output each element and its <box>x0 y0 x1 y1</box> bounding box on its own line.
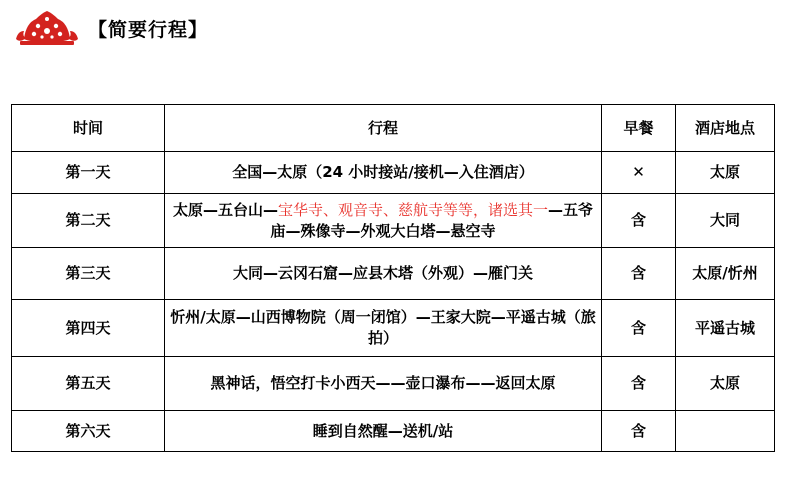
hotel-cell: 太原 <box>676 152 775 194</box>
itinerary-cell: 黑神话，悟空打卡小西天——壶口瀑布——返回太原 <box>165 357 602 411</box>
table-row <box>12 357 775 411</box>
day-cell: 第六天 <box>12 411 165 452</box>
day-cell: 第五天 <box>12 357 165 411</box>
day-cell: 第二天 <box>12 194 165 248</box>
itinerary-cell: 睡到自然醒—送机/站 <box>165 411 602 452</box>
breakfast-cell: 含 <box>602 357 676 411</box>
header-itinerary: 行程 <box>165 105 602 152</box>
hotel-cell: 太原 <box>676 357 775 411</box>
page-header <box>14 8 208 48</box>
table-row <box>12 300 775 357</box>
itinerary-text: —五爷庙—殊像寺—外观大白塔—悬空寺 <box>270 200 594 240</box>
header-hotel: 酒店地点 <box>676 105 775 152</box>
day-cell: 第三天 <box>12 248 165 300</box>
itinerary-cell: 大同—云冈石窟—应县木塔（外观）—雁门关 <box>165 248 602 300</box>
table-row <box>12 152 775 194</box>
table-row <box>12 194 775 248</box>
table-row <box>12 248 775 300</box>
hotel-cell <box>676 411 775 452</box>
breakfast-cell: 含 <box>602 411 676 452</box>
itinerary-cell: 忻州/太原—山西博物院（周一闭馆）—王家大院—平遥古城（旅拍） <box>165 300 602 357</box>
breakfast-cell: 含 <box>602 300 676 357</box>
itinerary-text: 太原—五台山— <box>172 200 278 219</box>
itinerary-cell: 全国—太原（24 小时接站/接机—入住酒店） <box>165 152 602 194</box>
decorative-ornament-icon <box>14 9 80 47</box>
header-time: 时间 <box>12 105 165 152</box>
page-title: 【简要行程】 <box>88 18 209 41</box>
table-header-row <box>12 105 775 152</box>
itinerary-cell <box>165 194 602 248</box>
day-cell: 第一天 <box>12 152 165 194</box>
hotel-cell: 太原/忻州 <box>676 248 775 300</box>
breakfast-cell: 含 <box>602 248 676 300</box>
breakfast-cell: 含 <box>602 194 676 248</box>
table-row <box>12 411 775 452</box>
highlighted-temples-text: 宝华寺、观音寺、慈航寺等等，诸选其一 <box>277 200 548 219</box>
breakfast-cell: ✕ <box>602 152 676 194</box>
itinerary-table <box>11 104 775 452</box>
hotel-cell: 大同 <box>676 194 775 248</box>
hotel-cell: 平遥古城 <box>676 300 775 357</box>
day-cell: 第四天 <box>12 300 165 357</box>
header-breakfast: 早餐 <box>602 105 676 152</box>
